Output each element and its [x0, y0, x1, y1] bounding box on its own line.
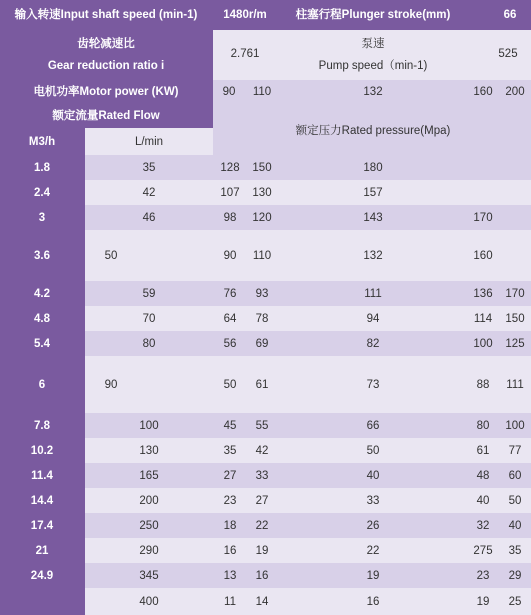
pressure-200: 40	[508, 520, 522, 532]
input-speed-value: 1480r/m	[223, 9, 267, 21]
flow-lmin: 50	[104, 250, 118, 262]
unit-lmin: L/min	[134, 136, 164, 148]
pressure-160: 80	[476, 420, 490, 432]
flow-m3h: 24.9	[30, 570, 54, 582]
pressure-200: 100	[505, 420, 525, 432]
pump-speed-label-cn: 泵速	[361, 38, 385, 50]
gear-ratio-label-en: Gear reduction ratio i	[47, 60, 165, 72]
pressure-110: 69	[255, 338, 269, 350]
pump-speed-value: 525	[498, 48, 518, 60]
pressure-160: 61	[476, 445, 490, 457]
flow-m3h: 21	[35, 545, 49, 557]
table-row	[85, 588, 531, 615]
flow-lmin: 46	[142, 212, 156, 224]
pressure-110: 93	[255, 288, 269, 300]
pressure-200: 170	[505, 288, 525, 300]
plunger-stroke-label: 柱塞行程Plunger stroke(mm)	[295, 9, 451, 21]
flow-lmin: 42	[142, 187, 156, 199]
pressure-132: 82	[366, 338, 380, 350]
pressure-110: 150	[252, 162, 272, 174]
row-m3h-cell	[0, 205, 85, 230]
pressure-90: 18	[223, 520, 237, 532]
table-row	[85, 155, 531, 180]
flow-lmin: 250	[139, 520, 159, 532]
pressure-90: 50	[223, 379, 237, 391]
flow-m3h: 10.2	[30, 445, 54, 457]
flow-m3h: 4.2	[34, 288, 50, 300]
pressure-200: 29	[508, 570, 522, 582]
pressure-160: 114	[473, 313, 493, 325]
motor-power-110: 110	[252, 86, 272, 98]
pressure-90: 13	[223, 570, 237, 582]
pressure-90: 76	[223, 288, 237, 300]
table-row	[85, 488, 531, 513]
pressure-110: 110	[252, 250, 272, 262]
flow-m3h: 17.4	[30, 520, 54, 532]
plunger-stroke-value-cell	[470, 0, 531, 30]
gear-ratio-label-cell	[0, 30, 213, 80]
flow-lmin: 200	[139, 495, 159, 507]
pressure-132: 132	[363, 250, 383, 262]
table-row	[85, 413, 531, 438]
pressure-110: 61	[255, 379, 269, 391]
pressure-110: 16	[255, 570, 269, 582]
flow-m3h: 6	[38, 379, 46, 391]
pressure-90: 128	[220, 162, 240, 174]
unit-m3h-cell	[0, 128, 85, 155]
input-speed-value-cell	[213, 0, 278, 30]
table-row	[85, 438, 531, 463]
row-m3h-cell	[0, 463, 85, 488]
pressure-132: 73	[366, 379, 380, 391]
pressure-90: 56	[223, 338, 237, 350]
row-m3h-cell	[0, 155, 85, 180]
pressure-132: 143	[363, 212, 383, 224]
pressure-200: 60	[508, 470, 522, 482]
pressure-110: 130	[252, 187, 272, 199]
pressure-110: 14	[255, 596, 269, 608]
pressure-132: 180	[363, 162, 383, 174]
flow-m3h: 1.8	[34, 162, 50, 174]
pressure-160: 170	[473, 212, 493, 224]
rated-flow-label-cell	[0, 104, 213, 128]
unit-lmin-cell	[85, 128, 213, 155]
motor-power-label-cell	[0, 80, 213, 104]
table-row	[85, 281, 531, 306]
pressure-90: 16	[223, 545, 237, 557]
motor-power-values-cell	[213, 80, 531, 104]
pressure-160: 19	[476, 596, 490, 608]
pressure-200: 125	[505, 338, 525, 350]
flow-lmin: 59	[142, 288, 156, 300]
table-row	[85, 205, 531, 230]
flow-m3h: 3	[38, 212, 46, 224]
pressure-132: 33	[366, 495, 380, 507]
row-m3h-cell	[0, 331, 85, 356]
flow-m3h: 3.6	[34, 250, 50, 262]
pressure-90: 107	[220, 187, 240, 199]
input-speed-label: 输入转速Input shaft speed (min-1)	[14, 9, 198, 21]
pressure-200: 111	[506, 379, 524, 391]
pressure-110: 78	[255, 313, 269, 325]
row-m3h-cell	[0, 306, 85, 331]
gear-ratio-value: 2.761	[230, 48, 260, 60]
pressure-90: 27	[223, 470, 237, 482]
motor-power-132: 132	[363, 86, 383, 98]
table-row	[85, 230, 531, 281]
motor-power-160: 160	[473, 86, 493, 98]
rated-pressure-label: 额定压力Rated pressure(Mpa)	[295, 125, 451, 137]
row-m3h-cell	[0, 588, 85, 615]
flow-lmin: 345	[139, 570, 159, 582]
pressure-110: 19	[255, 545, 269, 557]
table-row	[85, 463, 531, 488]
pressure-132: 111	[364, 288, 382, 300]
pressure-160: 40	[476, 495, 490, 507]
pressure-90: 23	[223, 495, 237, 507]
table-row	[85, 356, 531, 413]
row-m3h-cell	[0, 413, 85, 438]
pressure-200: 25	[508, 596, 522, 608]
input-speed-label-cell	[0, 0, 213, 30]
flow-m3h: 14.4	[30, 495, 54, 507]
table-row	[85, 331, 531, 356]
row-m3h-cell	[0, 230, 85, 281]
row-m3h-cell	[0, 356, 85, 413]
flow-lmin: 70	[142, 313, 156, 325]
row-m3h-cell	[0, 513, 85, 538]
pressure-90: 90	[223, 250, 237, 262]
pressure-132: 26	[366, 520, 380, 532]
pressure-110: 27	[255, 495, 269, 507]
flow-lmin: 100	[139, 420, 159, 432]
row-m3h-cell	[0, 438, 85, 463]
row-m3h-cell	[0, 180, 85, 205]
pressure-90: 35	[223, 445, 237, 457]
pressure-200: 50	[508, 495, 522, 507]
motor-power-90: 90	[222, 86, 236, 98]
pressure-160: 88	[476, 379, 490, 391]
pressure-132: 40	[366, 470, 380, 482]
pressure-132: 94	[366, 313, 380, 325]
pressure-90: 11	[224, 596, 236, 608]
rated-pressure-label-cell	[213, 104, 531, 155]
pressure-160: 48	[476, 470, 490, 482]
pressure-110: 120	[252, 212, 272, 224]
table-row	[85, 563, 531, 588]
pressure-110: 42	[255, 445, 269, 457]
flow-m3h: 2.4	[34, 187, 50, 199]
pressure-160: 100	[473, 338, 493, 350]
flow-lmin: 400	[139, 596, 159, 608]
row-m3h-cell	[0, 488, 85, 513]
pressure-132: 16	[366, 596, 380, 608]
gear-pump-values-cell	[213, 30, 531, 80]
table-row	[85, 538, 531, 563]
rated-flow-label: 额定流量Rated Flow	[52, 110, 160, 122]
pressure-160: 23	[476, 570, 490, 582]
pressure-132: 50	[366, 445, 380, 457]
pressure-200: 77	[508, 445, 522, 457]
pressure-110: 33	[255, 470, 269, 482]
pressure-110: 22	[255, 520, 269, 532]
pressure-132: 19	[366, 570, 380, 582]
table-row	[85, 306, 531, 331]
motor-power-label: 电机功率Motor power (KW)	[33, 86, 179, 98]
table-row	[85, 180, 531, 205]
pressure-160: 275	[473, 545, 493, 557]
pressure-160: 136	[473, 288, 493, 300]
pressure-132: 22	[366, 545, 380, 557]
flow-m3h: 4.8	[34, 313, 50, 325]
flow-m3h: 7.8	[34, 420, 50, 432]
flow-lmin: 165	[139, 470, 159, 482]
motor-power-200: 200	[505, 86, 525, 98]
flow-lmin: 80	[142, 338, 156, 350]
row-m3h-cell	[0, 281, 85, 306]
pressure-160: 160	[473, 250, 493, 262]
flow-m3h: 11.4	[31, 470, 53, 482]
pressure-110: 55	[255, 420, 269, 432]
flow-lmin: 130	[139, 445, 159, 457]
flow-lmin: 290	[139, 545, 159, 557]
flow-lmin: 35	[142, 162, 156, 174]
pressure-200: 35	[508, 545, 522, 557]
row-m3h-cell	[0, 563, 85, 588]
pressure-132: 66	[366, 420, 380, 432]
row-m3h-cell	[0, 538, 85, 563]
pressure-132: 157	[363, 187, 383, 199]
pressure-90: 64	[223, 313, 237, 325]
pressure-200: 150	[505, 313, 525, 325]
pump-speed-label-en: Pump speed（min-1)	[318, 60, 428, 72]
pressure-90: 98	[223, 212, 237, 224]
pressure-160: 32	[476, 520, 490, 532]
flow-m3h: 5.4	[34, 338, 50, 350]
unit-m3h: M3/h	[28, 136, 56, 148]
flow-lmin: 90	[104, 379, 118, 391]
gear-ratio-label-cn: 齿轮减速比	[77, 38, 135, 50]
plunger-stroke-value: 66	[503, 9, 517, 21]
pressure-90: 45	[223, 420, 237, 432]
table-row	[85, 513, 531, 538]
plunger-stroke-label-cell	[278, 0, 470, 30]
